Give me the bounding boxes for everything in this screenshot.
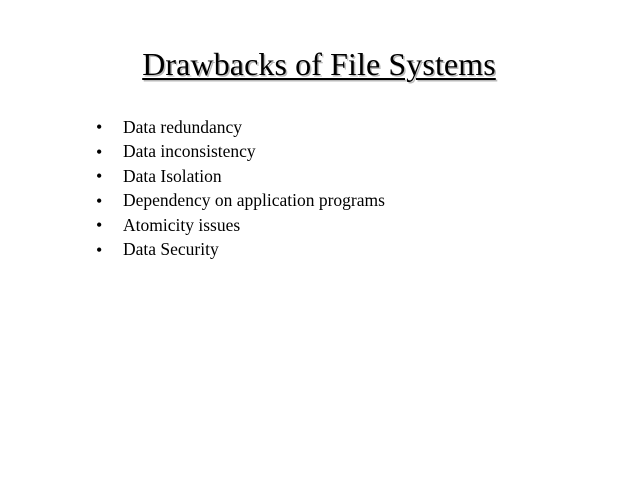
bullet-icon: • [96, 190, 103, 211]
slide-title: Drawbacks of File Systems [142, 46, 496, 82]
bullet-text: Data redundancy [123, 116, 243, 137]
bullet-item [96, 115, 576, 140]
bullet-item [96, 164, 576, 189]
bullet-icon: • [96, 239, 103, 260]
bullet-text: Data Security [123, 239, 219, 260]
bullet-list [96, 115, 576, 262]
bullet-item [96, 189, 576, 214]
bullet-item [96, 213, 576, 238]
bullet-icon: • [96, 166, 103, 187]
bullet-icon: • [96, 117, 103, 138]
bullet-icon: • [96, 215, 103, 236]
bullet-text: Data inconsistency [123, 141, 256, 162]
bullet-text: Dependency on application programs [123, 190, 385, 211]
bullet-item [96, 238, 576, 263]
bullet-icon: • [96, 141, 103, 162]
bullet-item [96, 140, 576, 165]
bullet-text: Atomicity issues [123, 214, 241, 235]
bullet-text: Data Isolation [123, 165, 222, 186]
